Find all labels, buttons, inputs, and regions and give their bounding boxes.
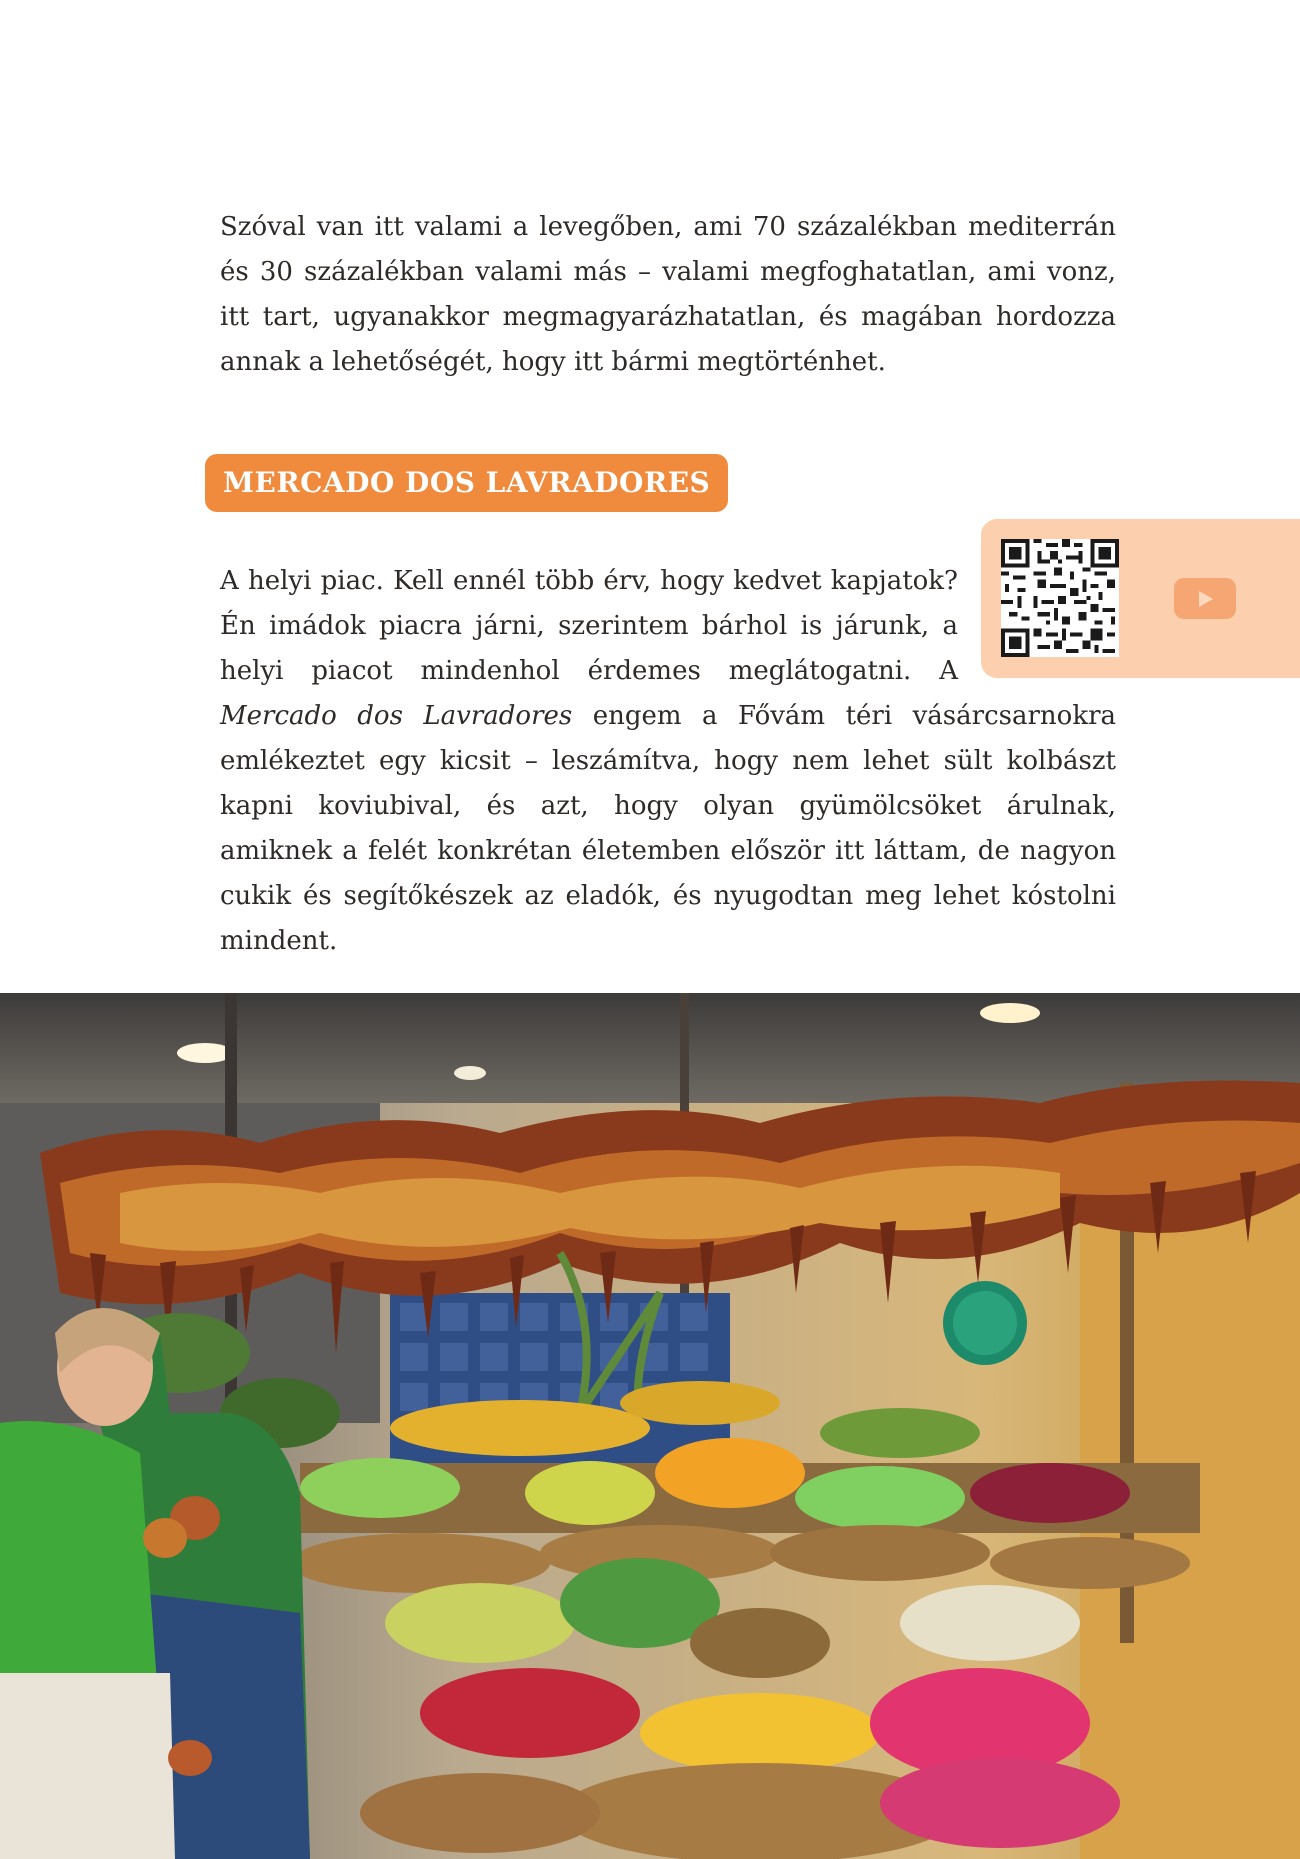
play-video-icon[interactable] (1174, 578, 1236, 619)
intro-paragraph: Szóval van itt valami a levegőben, ami 70 százalékban mediterrán és 30 százalékban valami más – valami megfoghatatlan, ami vonz, itt tart, ugyanakkor megmagyarázhatatlan, és magában hordozza annak a lehetőségét, hogy itt bármi megtörténhet. (220, 212, 1116, 377)
section-paragraph (220, 559, 1116, 964)
section-heading: MERCADO DOS LAVRADORES (205, 454, 728, 512)
section-text-end: engem a Fővám téri vásárcsarnokra emlékeztet egy kicsit – leszámítva, hogy nem lehet sült kolbászt kapni koviubival, és azt, hogy olyan gyümölcsöket árulnak, amiknek a felét konkrétan életemben először itt láttam, de nagyon cukik és segítőkészek az eladók, és nyugodtan meg lehet kóstolni mindent. (220, 701, 1116, 956)
play-triangle-icon (1199, 591, 1213, 607)
market-name: Mercado dos Lavradores (220, 701, 573, 731)
section-text-start: A helyi piac. Kell ennél több érv, hogy kedvet kapjatok? Én imádok piacra járni, szerintem bárhol is járunk, a helyi piacot mindenhol érdemes meglátogatni. A (220, 566, 958, 686)
qr-panel-spacer (958, 559, 1116, 694)
market-stall-photo (0, 993, 1300, 1859)
